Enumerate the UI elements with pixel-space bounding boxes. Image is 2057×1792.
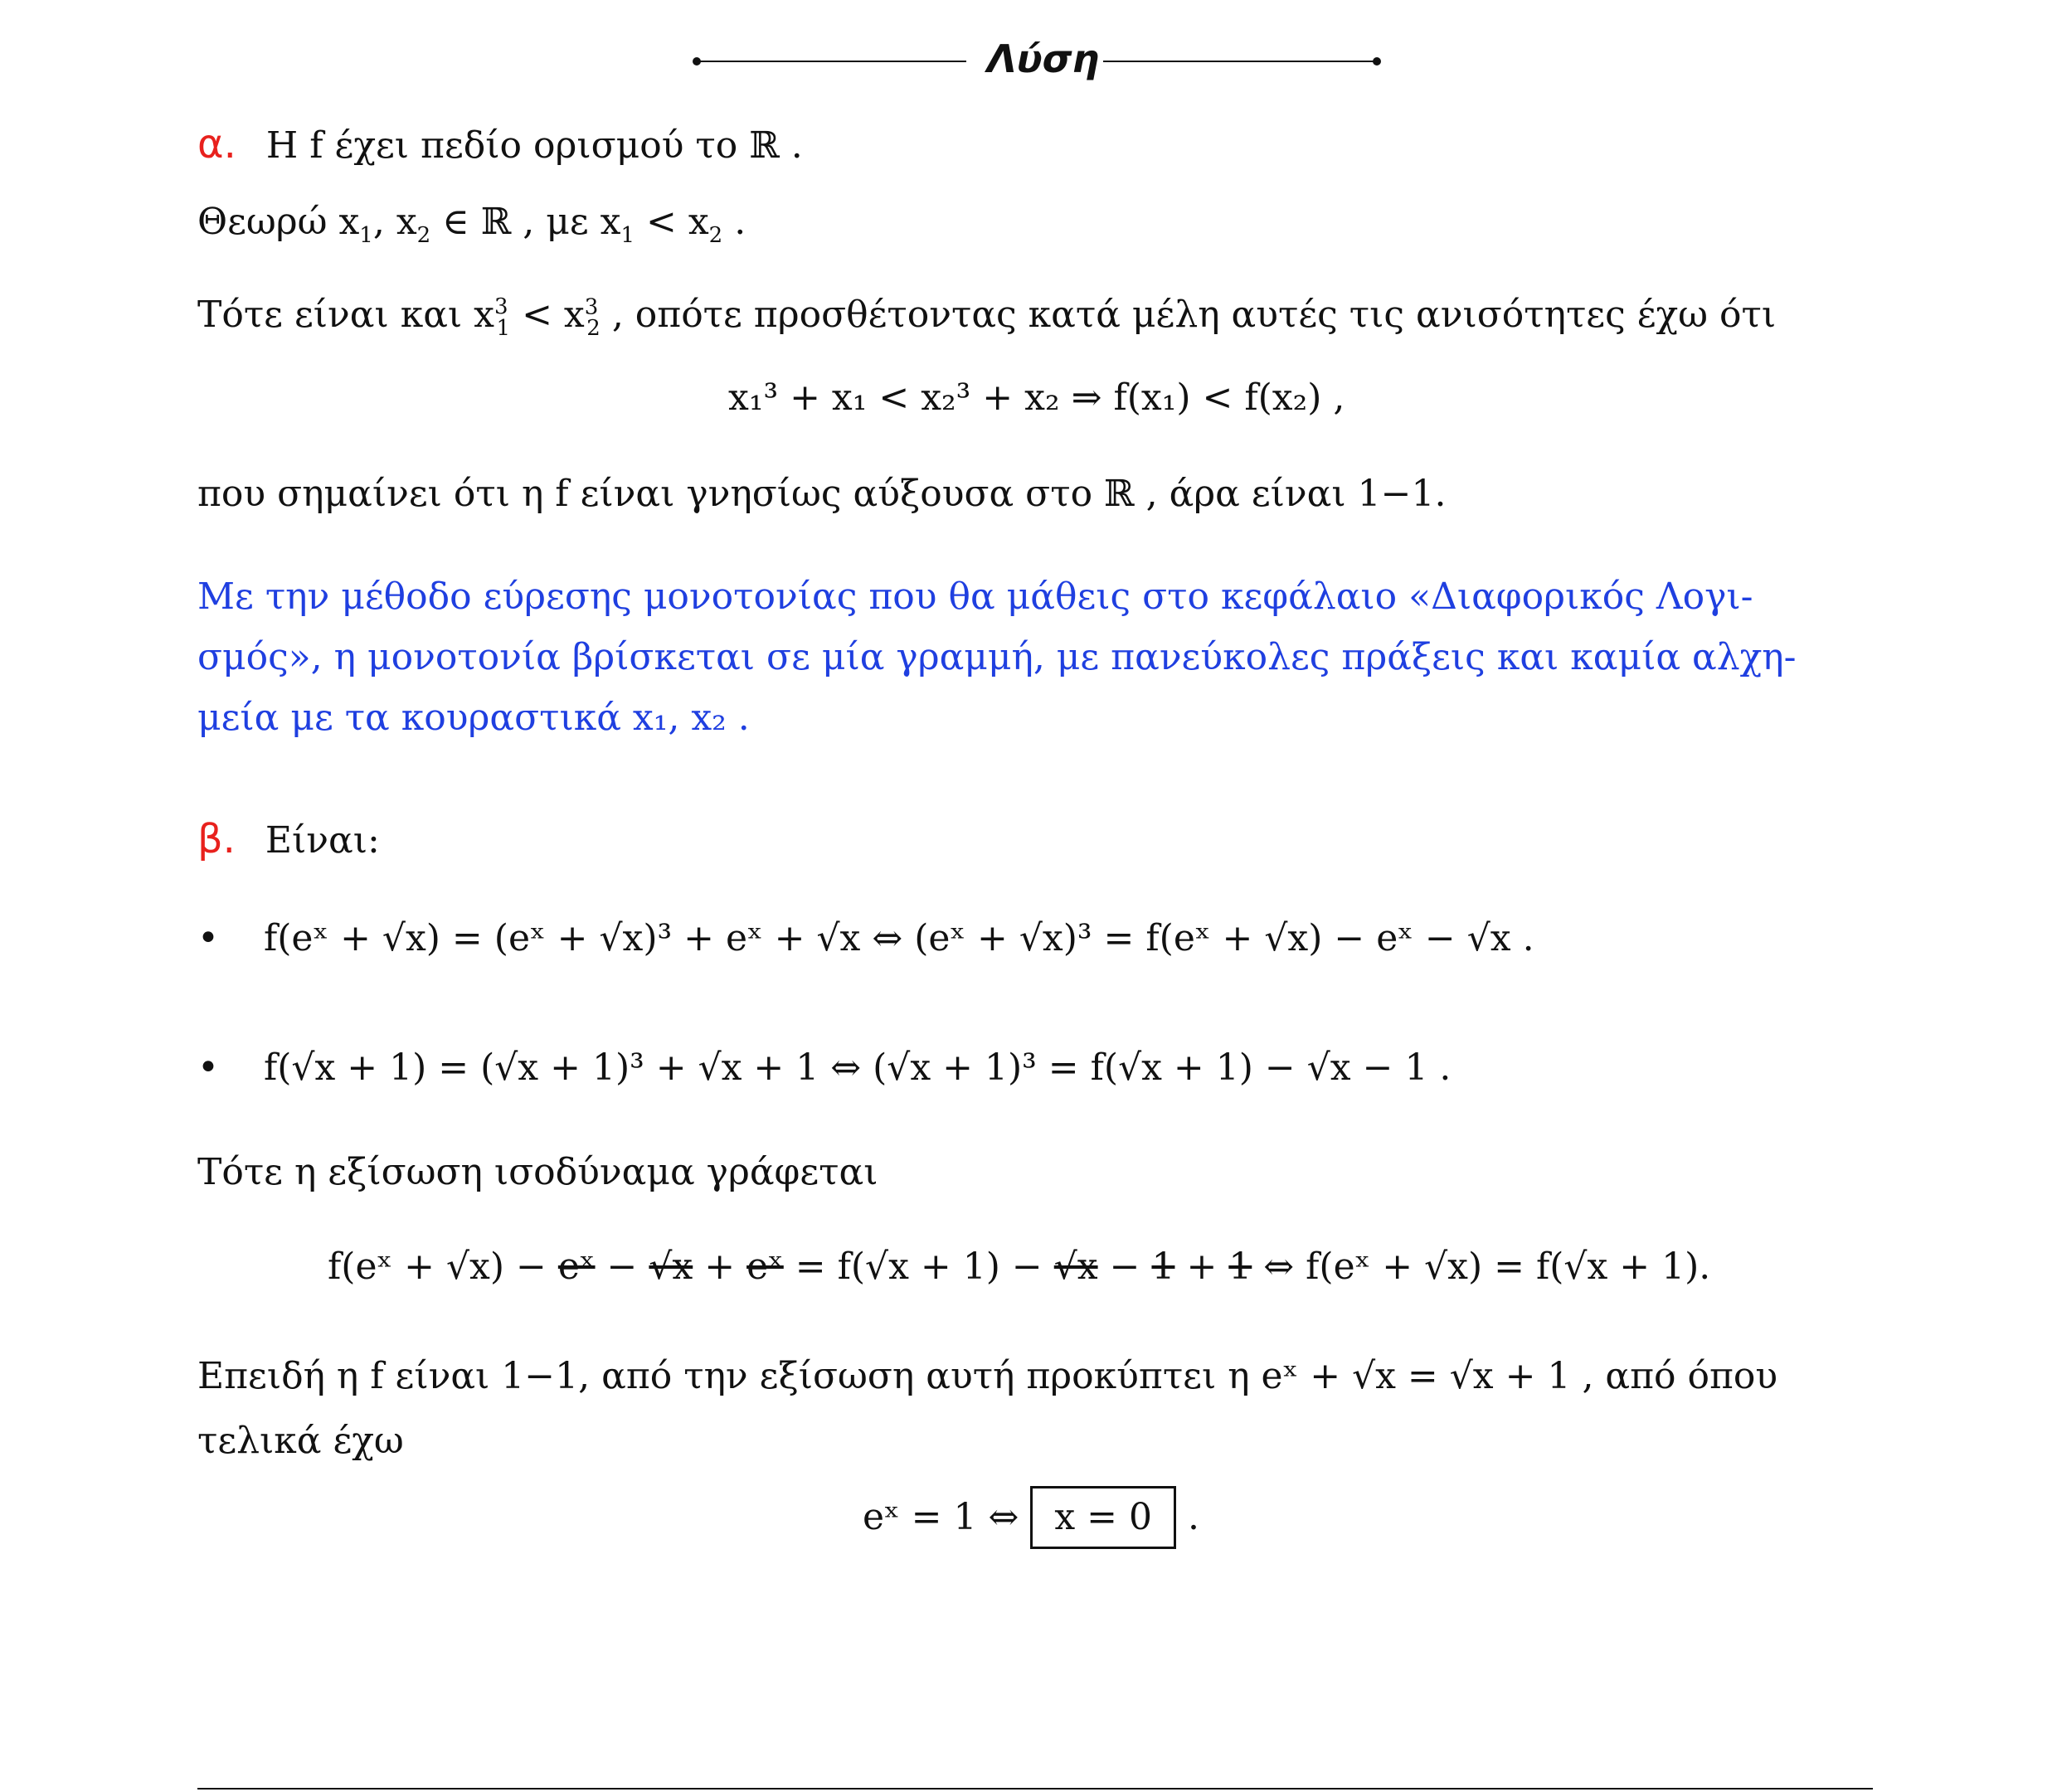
line2-part: < x [635,201,709,243]
part-b-intro-text: Είναι: [265,819,380,862]
equation-monotonic: x₁³ + x₁ < x₂³ + x₂ ⇒ f(x₁) < f(x₂) , [728,376,1345,419]
header-right-rule [1103,61,1377,62]
bullet-1-equation: f(eˣ + √x) = (eˣ + √x)³ + eˣ + √x ⇔ (eˣ + √x)³ = f(eˣ + √x) − eˣ − √x . [263,917,1534,959]
eq2-part: f(eˣ + √x) − [328,1246,558,1288]
part-a-line2: Θεωρώ $x_1$, $x_2$ ∈ ℝ , με $x_1 < x_2$ . [197,201,746,248]
final-answer-box: x = 0 [1030,1486,1176,1549]
bullet-icon: • [197,917,219,959]
final-eq-part: . [1176,1496,1200,1538]
note-line2: σμός», η μονοτονία βρίσκεται σε μία γραμμή, με πανεύκολες πράξεις και καμία αλχη- [197,636,1797,678]
eq2-part: = f(√x + 1) − [783,1246,1054,1288]
header-right-dot [1373,57,1381,66]
line3-part: , οπότε προσθέτοντας κατά μέλη αυτές τις ανισότητες έχω ότι [600,294,1777,336]
part-b-line5: Τότε η εξίσωση ισοδύναμα γράφεται [197,1151,878,1193]
footer-rule [197,1788,1873,1790]
line2-part: ∈ ℝ , με x [430,201,621,243]
eq2-cancelled: √x [649,1246,693,1288]
solution-title: Λύση [987,36,1100,81]
line2-part: Θεωρώ x [197,201,360,243]
note-line1: Με την μέθοδο εύρεσης μονοτονίας που θα μάθεις στο κεφάλαιο «Διαφορικός Λογι- [197,575,1753,618]
part-a-line1 [197,121,803,169]
part-b-line6: Επειδή η f είναι 1−1, από την εξίσωση αυτή προκύπτει η eˣ + √x = √x + 1 , από όπου [197,1355,1778,1397]
bullet-2 [197,1045,1451,1091]
bullet-1 [197,915,1534,962]
line3-part: Τότε είναι και x [197,294,494,336]
eq2-part: − [595,1246,649,1288]
eq2-cancelled: 1 [1151,1246,1175,1288]
equation-cancel [328,1244,1710,1290]
note-line3: μεία με τα κουραστικά x₁, x₂ . [197,697,750,739]
bullet-icon: • [197,1047,219,1089]
part-a-domain-text: Η f έχει πεδίο ορισμού το ℝ . [265,124,803,167]
eq2-part: + [693,1246,747,1288]
part-a-label: α. [197,121,236,168]
final-eq-part: eˣ = 1 ⇔ [863,1496,1031,1538]
eq2-part: − [1097,1246,1152,1288]
part-b-label: β. [197,816,236,862]
eq2-part: + [1174,1246,1229,1288]
line3-part: < x [510,294,585,336]
eq2-cancelled: 1 [1228,1246,1252,1288]
line2-part: . [722,201,746,243]
part-a-line3: Τότε είναι και $x^3_1 < x^3_2$ , οπότε προσθέτοντας κατά μέλη αυτές τις ανισότητες έχω ότι [197,294,1777,341]
eq2-part: ⇔ f(eˣ + √x) = f(√x + 1). [1252,1246,1711,1288]
eq2-cancelled: eˣ [557,1246,596,1288]
bullet-2-equation: f(√x + 1) = (√x + 1)³ + √x + 1 ⇔ (√x + 1)³ = f(√x + 1) − √x − 1 . [263,1047,1452,1089]
line2-part: , x [372,201,417,243]
final-equation [863,1486,1199,1549]
part-a-conclusion: που σημαίνει ότι η f είναι γνησίως αύξουσα στο ℝ , άρα είναι 1−1. [197,473,1447,515]
eq2-cancelled: eˣ [746,1246,784,1288]
part-b-intro [197,816,380,864]
eq2-cancelled: √x [1053,1246,1098,1288]
part-b-line7: τελικά έχω [197,1420,404,1462]
header-left-rule [697,61,966,62]
